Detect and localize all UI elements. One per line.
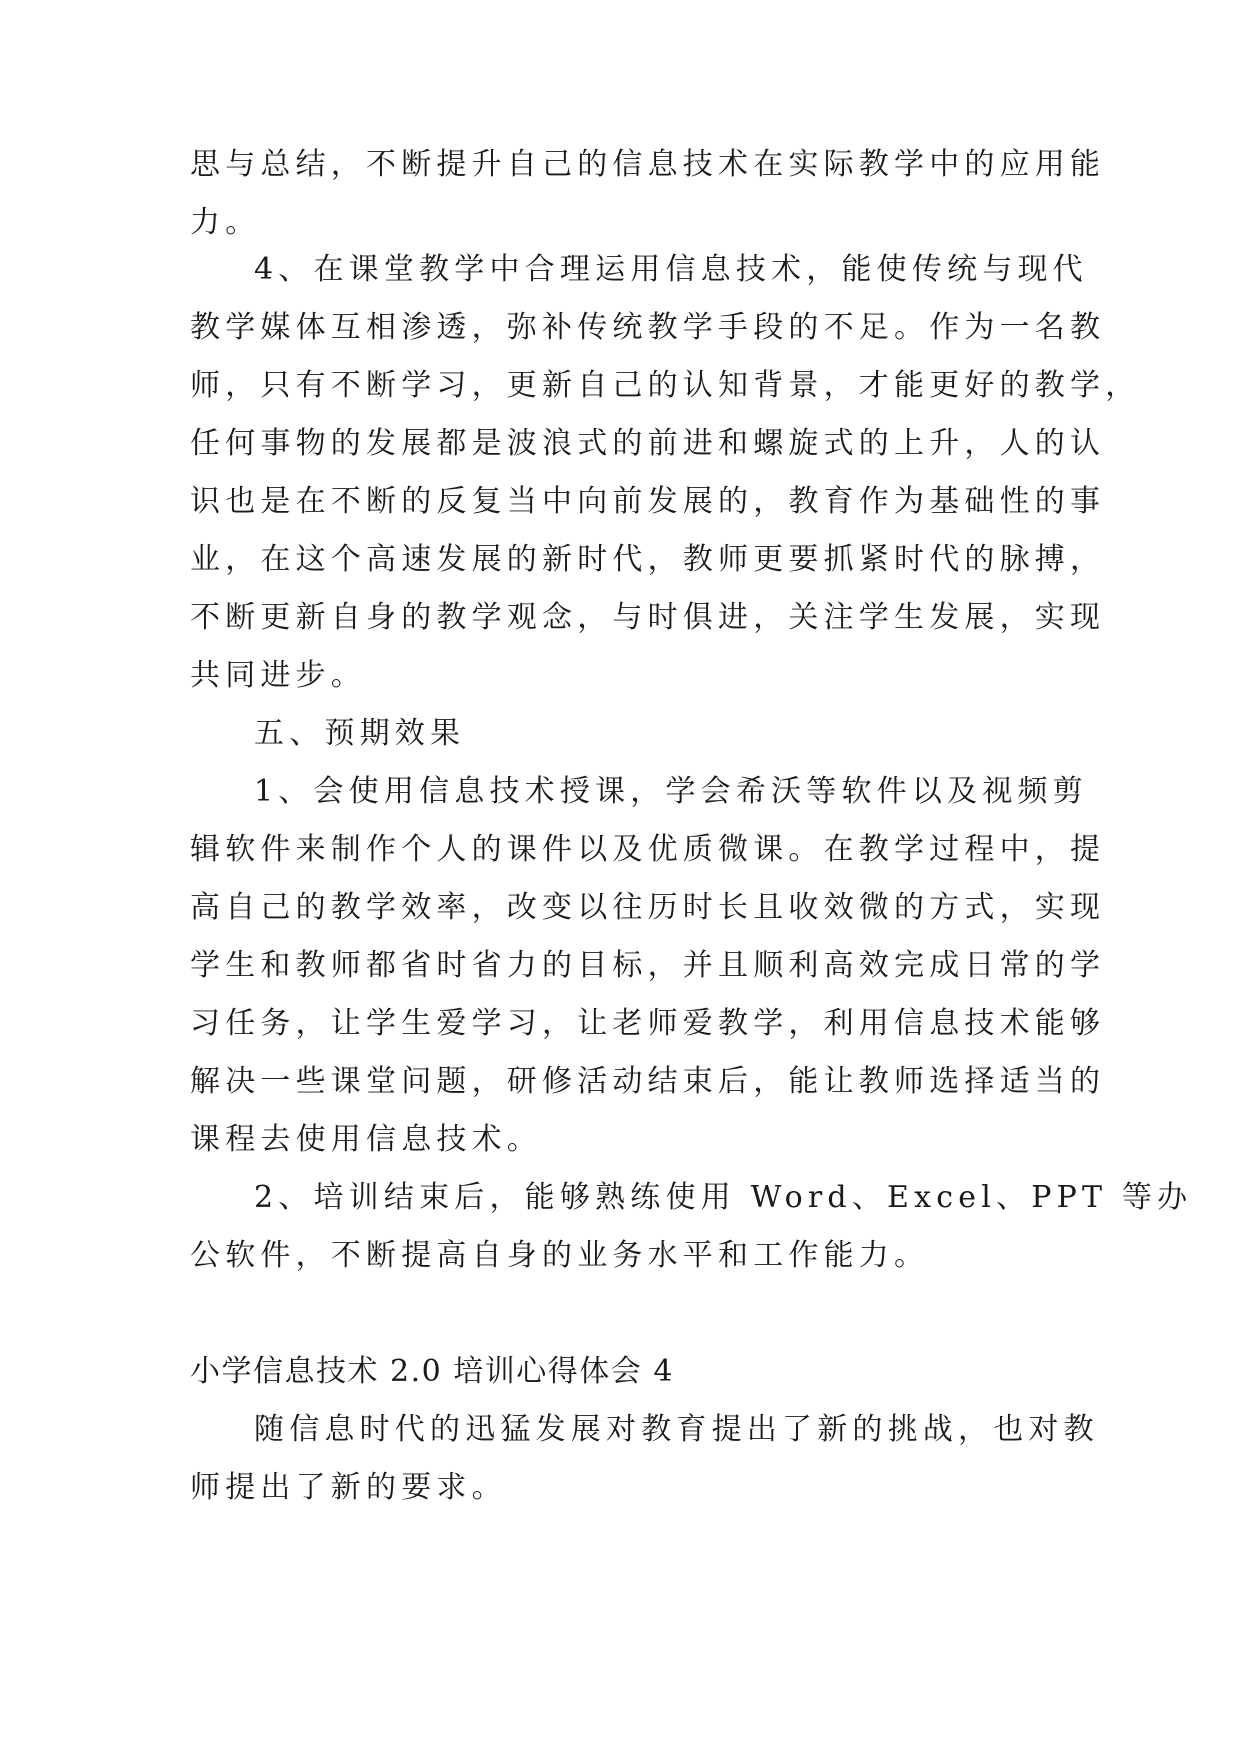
text-line: 任何事物的发展都是波浪式的前进和螺旋式的上升，人的认: [190, 426, 1106, 461]
text-line: 教学媒体互相渗透，弥补传统教学手段的不足。作为一名教: [190, 310, 1106, 345]
text-line: 课程去使用信息技术。: [190, 1122, 542, 1157]
text-line: 学生和教师都省时省力的目标，并且顺利高效完成日常的学: [190, 948, 1106, 983]
text-line: 解决一些课堂问题，研修活动结束后，能让教师选择适当的: [190, 1064, 1106, 1099]
text-line: 公软件，不断提高自身的业务水平和工作能力。: [190, 1238, 930, 1273]
text-line: 辑软件来制作个人的课件以及优质微课。在教学过程中，提: [190, 832, 1106, 867]
text-line: 共同进步。: [190, 658, 366, 693]
text-line: 4、在课堂教学中合理运用信息技术，能使传统与现代: [254, 252, 1088, 287]
text-line: 2、培训结束后，能够熟练使用 Word、Excel、PPT 等办: [254, 1180, 1193, 1215]
text-line: 师，只有不断学习，更新自己的认知背景，才能更好的教学，: [190, 368, 1141, 403]
section-heading: [190, 705, 1060, 763]
text-line: 师提出了新的要求。: [190, 1470, 507, 1505]
text-line: 习任务，让学生爱学习，让老师爱教学，利用信息技术能够: [190, 1006, 1106, 1041]
paragraph-continuation: [190, 136, 1106, 252]
article-title: [190, 1343, 1060, 1401]
text-line: 高自己的教学效率，改变以往历时长且收效微的方式，实现: [190, 890, 1106, 925]
paragraph-intro: [190, 1401, 1099, 1517]
section-5-heading: 五、预期效果: [254, 716, 466, 751]
text-line: 不断更新自身的教学观念，与时俱进，关注学生发展，实现: [190, 600, 1106, 635]
article-title-text: 小学信息技术 2.0 培训心得体会 4: [190, 1354, 674, 1389]
text-line: 业，在这个高速发展的新时代，教师更要抓紧时代的脉搏，: [190, 542, 1106, 577]
text-line: 识也是在不断的反复当中向前发展的，教育作为基础性的事: [190, 484, 1106, 519]
text-line: 思与总结，不断提升自己的信息技术在实际教学中的应用能: [190, 147, 1106, 182]
paragraph-effect-2: [190, 1169, 1193, 1285]
text-line: 1、会使用信息技术授课，学会希沃等软件以及视频剪: [254, 774, 1088, 809]
paragraph-effect-1: [190, 763, 1106, 1169]
text-line: 力。: [190, 205, 261, 240]
text-line: 随信息时代的迅猛发展对教育提出了新的挑战，也对教: [254, 1412, 1099, 1447]
paragraph-item-4: [190, 241, 1141, 705]
